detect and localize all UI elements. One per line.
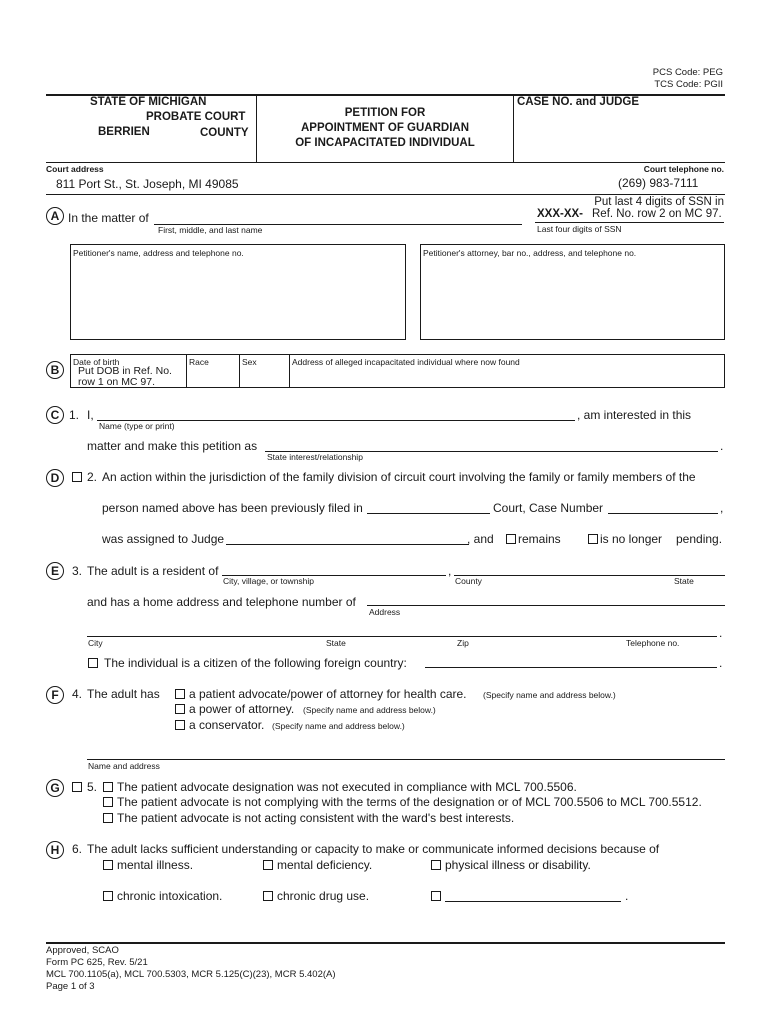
patient-advocate-note: (Specify name and address below.) — [483, 690, 616, 700]
state-name: STATE OF MICHIGAN — [90, 96, 207, 108]
item-2-number: 2. — [87, 470, 98, 484]
identity-divider-3 — [289, 354, 290, 388]
county-label: COUNTY — [200, 127, 249, 139]
state-label: State — [326, 638, 346, 648]
foreign-citizen-checkbox[interactable] — [88, 658, 98, 668]
matter-name-caption: First, middle, and last name — [158, 225, 263, 235]
section-d-marker: D — [46, 469, 64, 487]
not-complying-checkbox[interactable] — [103, 797, 113, 807]
power-of-attorney-label: a power of attorney. — [189, 702, 295, 716]
mental-deficiency-label: mental deficiency. — [277, 858, 373, 872]
foreign-citizen-text: The individual is a citizen of the following foreign country: — [104, 656, 407, 670]
conservator-note: (Specify name and address below.) — [272, 721, 405, 731]
attorney-label: Petitioner's attorney, bar no., address, and telephone no. — [423, 248, 637, 258]
city-caption: City, village, or township — [223, 576, 315, 586]
section-c-marker: C — [46, 406, 64, 424]
court-address-label: Court address — [46, 164, 104, 174]
item-4-number: 4. — [72, 687, 83, 701]
no-longer-label: is no longer — [600, 532, 663, 546]
court-phone: (269) 983-7111 — [618, 176, 699, 190]
county-caption: County — [455, 576, 482, 586]
adult-has-text: The adult has — [87, 687, 160, 701]
ssn-prefix: XXX-XX- — [537, 208, 584, 220]
court-line[interactable] — [367, 513, 490, 514]
county-name: BERRIEN — [98, 126, 150, 138]
prior-action-text: An action within the jurisdiction of the family division of circuit court involving the family or family members of the — [102, 470, 696, 484]
zip-label: Zip — [457, 638, 469, 648]
form-title-line1: PETITION FOR — [344, 107, 426, 119]
current-address-label: Address of alleged incapacitated individual where now found — [292, 357, 520, 367]
name-address-line[interactable] — [87, 759, 725, 760]
ssn-note: Put last 4 digits of SSN in — [594, 196, 724, 208]
chronic-intoxication-checkbox[interactable] — [103, 891, 113, 901]
citizen-period: . — [719, 656, 723, 670]
matter-label: In the matter of — [68, 211, 149, 225]
name-caption: Name (type or print) — [99, 421, 175, 431]
state-caption: State — [674, 576, 694, 586]
matter-petition-text: matter and make this petition as — [87, 439, 258, 453]
section-b-marker: B — [46, 361, 64, 379]
physical-illness-checkbox[interactable] — [431, 860, 441, 870]
interested-text: , am interested in this — [577, 408, 692, 422]
foreign-country-line[interactable] — [425, 667, 717, 668]
not-executed-checkbox[interactable] — [103, 782, 113, 792]
mental-illness-checkbox[interactable] — [103, 860, 113, 870]
page-number: Page 1 of 3 — [46, 981, 95, 992]
court-case-label: Court, Case Number — [493, 501, 604, 515]
ssn-caption: Last four digits of SSN — [537, 224, 622, 234]
header-bottom-rule — [46, 162, 725, 163]
not-complying-label: The patient advocate is not complying with the terms of the designation or of MCL 700.5506 to MCL 700.5512. — [117, 795, 702, 809]
previously-filed-text: person named above has been previously filed in — [102, 501, 363, 515]
other-reason-line[interactable] — [445, 901, 621, 902]
city-state-zip-line[interactable] — [87, 636, 717, 637]
tcs-code: TCS Code: PGII — [654, 79, 723, 90]
dob-label: Date of birth — [73, 357, 120, 367]
address-line[interactable] — [367, 605, 725, 606]
section-g-marker: G — [46, 779, 64, 797]
address-period: . — [719, 626, 723, 640]
patient-advocate-label: a patient advocate/power of attorney for health care. — [189, 687, 467, 701]
form-number: Form PC 625, Rev. 5/21 — [46, 957, 148, 968]
sex-label: Sex — [242, 357, 257, 367]
no-longer-checkbox[interactable] — [588, 534, 598, 544]
dob-note-1: Put DOB in Ref. No. — [78, 365, 172, 377]
resident-comma: , — [448, 564, 452, 578]
interest-caption: State interest/relationship — [267, 452, 363, 462]
not-acting-checkbox[interactable] — [103, 813, 113, 823]
form-title-line3: OF INCAPACITATED INDIVIDUAL — [295, 137, 475, 149]
interest-period: . — [720, 439, 724, 453]
remains-label: remains — [518, 532, 561, 546]
power-of-attorney-note: (Specify name and address below.) — [303, 705, 436, 715]
remains-checkbox[interactable] — [506, 534, 516, 544]
statute-references: MCL 700.1105(a), MCL 700.5303, MCR 5.125(C)(23), MCR 5.402(A) — [46, 969, 336, 980]
attorney-box[interactable] — [420, 244, 725, 340]
identity-divider-2 — [239, 354, 240, 388]
approved-text: Approved, SCAO — [46, 945, 119, 956]
case-number-line[interactable] — [608, 513, 718, 514]
court-address: 811 Port St., St. Joseph, MI 49085 — [56, 177, 239, 191]
chronic-drug-use-checkbox[interactable] — [263, 891, 273, 901]
power-of-attorney-checkbox[interactable] — [175, 704, 185, 714]
mental-deficiency-checkbox[interactable] — [263, 860, 273, 870]
pcs-code: PCS Code: PEG — [652, 67, 723, 78]
dob-note-2: row 1 on MC 97. — [78, 376, 156, 388]
form-title-line2: APPOINTMENT OF GUARDIAN — [300, 122, 470, 134]
header-divider-2 — [513, 94, 514, 162]
petitioner-box[interactable] — [70, 244, 406, 340]
ssn-ref: Ref. No. row 2 on MC 97. — [592, 208, 722, 220]
address-caption: Address — [369, 607, 401, 617]
race-label: Race — [189, 357, 209, 367]
and-text: , and — [467, 532, 494, 546]
not-executed-label: The patient advocate designation was not executed in compliance with MCL 700.5506. — [117, 780, 577, 794]
prior-action-checkbox[interactable] — [72, 472, 82, 482]
physical-illness-label: physical illness or disability. — [445, 858, 591, 872]
other-reason-period: . — [625, 889, 629, 903]
name-address-caption: Name and address — [88, 761, 160, 771]
advocate-issue-checkbox[interactable] — [72, 782, 82, 792]
section-e-marker: E — [46, 562, 64, 580]
conservator-checkbox[interactable] — [175, 720, 185, 730]
item-6-number: 6. — [72, 842, 83, 856]
header-divider-1 — [256, 94, 257, 162]
other-reason-checkbox[interactable] — [431, 891, 441, 901]
conservator-label: a conservator. — [189, 718, 265, 732]
section-h-marker: H — [46, 841, 64, 859]
chronic-intoxication-label: chronic intoxication. — [117, 889, 223, 903]
judge-line[interactable] — [226, 544, 469, 545]
home-address-text: and has a home address and telephone number of — [87, 595, 356, 609]
pending-label: pending. — [676, 532, 723, 546]
patient-advocate-checkbox[interactable] — [175, 689, 185, 699]
lacks-capacity-text: The adult lacks sufficient understanding or capacity to make or communicate informed decisions because of — [87, 842, 660, 856]
telephone-label: Telephone no. — [626, 638, 680, 648]
assigned-judge-text: was assigned to Judge — [102, 532, 225, 546]
chronic-drug-use-label: chronic drug use. — [277, 889, 370, 903]
ssn-line[interactable] — [535, 222, 724, 223]
not-acting-label: The patient advocate is not acting consistent with the ward's best interests. — [117, 811, 515, 825]
item-3-number: 3. — [72, 564, 83, 578]
mental-illness-label: mental illness. — [117, 858, 194, 872]
i-label: I, — [87, 408, 94, 422]
petitioner-label: Petitioner's name, address and telephone no. — [73, 248, 244, 258]
city-label: City — [88, 638, 103, 648]
resident-text: The adult is a resident of — [87, 564, 219, 578]
court-phone-label: Court telephone no. — [643, 164, 724, 174]
case-no-label: CASE NO. and JUDGE — [517, 96, 640, 108]
item-1-number: 1. — [69, 408, 80, 422]
item-5-number: 5. — [87, 780, 98, 794]
probate-court: PROBATE COURT — [146, 111, 246, 123]
case-comma: , — [720, 501, 724, 515]
section-a-marker: A — [46, 207, 64, 225]
footer-rule — [46, 942, 725, 944]
section-f-marker: F — [46, 686, 64, 704]
court-rule — [46, 194, 725, 195]
identity-divider-1 — [186, 354, 187, 388]
